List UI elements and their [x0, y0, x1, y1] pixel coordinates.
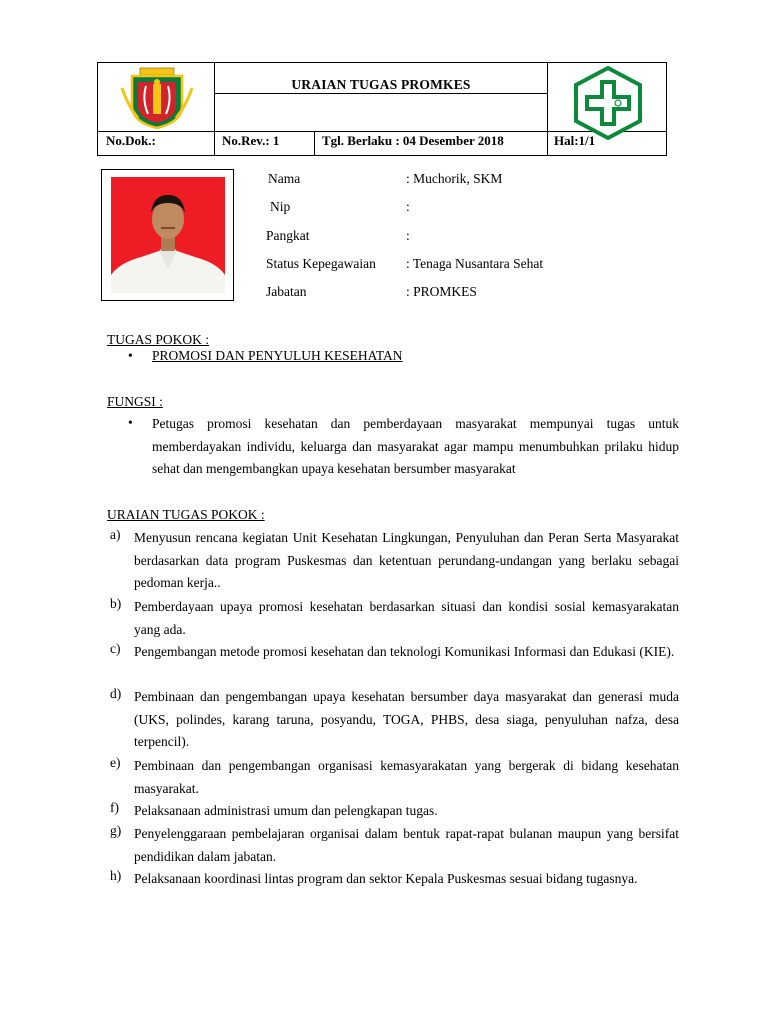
tugas-pokok-text: PROMOSI DAN PENYULUH KESEHATAN	[152, 348, 403, 363]
identity-value: :	[406, 199, 410, 214]
bullet-icon: •	[128, 348, 133, 363]
identity-label: Jabatan	[266, 284, 307, 299]
list-marker: b)	[110, 596, 122, 611]
identity-value: :	[406, 228, 410, 243]
list-text: Pengembangan metode promosi kesehatan dan teknologi Komunikasi Informasi dan Edukasi (KIE).	[134, 644, 675, 659]
document-header-table	[97, 62, 667, 156]
list-marker: c)	[110, 641, 121, 656]
no-rev-cell: No.Rev.: 1	[222, 133, 280, 148]
identity-label: Pangkat	[266, 228, 310, 243]
list-text: Pembinaan dan pengembangan organisasi kemasyarakatan yang bergerak di bidang kesehatan masyarakat.	[134, 758, 679, 796]
list-text: Penyelenggaraan pembelajaran organisai dalam bentuk rapat-rapat bulanan maupun yang bersifat pendidikan dalam jabatan.	[134, 826, 679, 864]
puskesmas-logo-icon	[568, 65, 648, 141]
identity-label: Status Kepegawaian	[266, 256, 376, 271]
list-marker: d)	[110, 686, 122, 701]
list-text: Pelaksanaan administrasi umum dan pelengkapan tugas.	[134, 803, 438, 818]
header-divider	[547, 63, 548, 156]
identity-value: : PROMKES	[406, 284, 477, 299]
list-marker: g)	[110, 823, 122, 838]
document-title: URAIAN TUGAS PROMKES	[291, 77, 471, 92]
identity-value: : Muchorik, SKM	[406, 171, 503, 186]
list-text: Pemberdayaan upaya promosi kesehatan berdasarkan situasi dan kondisi sosial kemasyarakatan yang ada.	[134, 599, 679, 637]
header-divider	[214, 93, 547, 94]
list-marker: f)	[110, 800, 119, 815]
identity-value: : Tenaga Nusantara Sehat	[406, 256, 544, 271]
list-text: Pembinaan dan pengembangan upaya kesehatan bersumber daya masyarakat dan generasi muda (UKS, polindes, karang taruna, posyandu, TOGA, PHBS, desa siaga, penyuluhan nafza, desa terpencil).	[134, 689, 679, 749]
identity-label: Nama	[268, 171, 301, 186]
list-text: Pelaksanaan koordinasi lintas program dan sektor Kepala Puskesmas sesuai bidang tugasnya.	[134, 871, 638, 886]
no-dok-cell: No.Dok.:	[106, 133, 156, 148]
fungsi-title: FUNGSI :	[107, 394, 163, 409]
fungsi-text: Petugas promosi kesehatan dan pemberdayaan masyarakat mempunyai tugas untuk memberdayakan individu, keluarga dan masyarakat agar mampu menumbuhkan prilaku hidup sehat dan mengembangkan upaya kesehatan bersumber masyarakat	[152, 416, 679, 477]
list-marker: a)	[110, 527, 121, 542]
header-divider	[214, 63, 215, 156]
bullet-icon: •	[128, 415, 133, 430]
tgl-berlaku-cell: Tgl. Berlaku : 04 Desember 2018	[322, 133, 504, 148]
list-marker: e)	[110, 755, 121, 770]
regency-emblem-icon	[118, 66, 196, 130]
list-marker: h)	[110, 868, 122, 883]
hal-cell: Hal:1/1	[554, 133, 596, 148]
header-divider	[314, 131, 315, 156]
uraian-title: URAIAN TUGAS POKOK :	[107, 507, 265, 522]
identity-label: Nip	[270, 199, 291, 214]
list-text: Menyusun rencana kegiatan Unit Kesehatan Lingkungan, Penyuluhan dan Peran Serta Masyarakat berdasarkan data program Puskesmas dan ketentuan perundang-undangan yang berlaku sebagai pedoman kerja..	[134, 530, 679, 590]
staff-photo-frame	[101, 169, 234, 301]
staff-photo	[111, 177, 225, 293]
tugas-pokok-title: TUGAS POKOK :	[107, 332, 210, 347]
